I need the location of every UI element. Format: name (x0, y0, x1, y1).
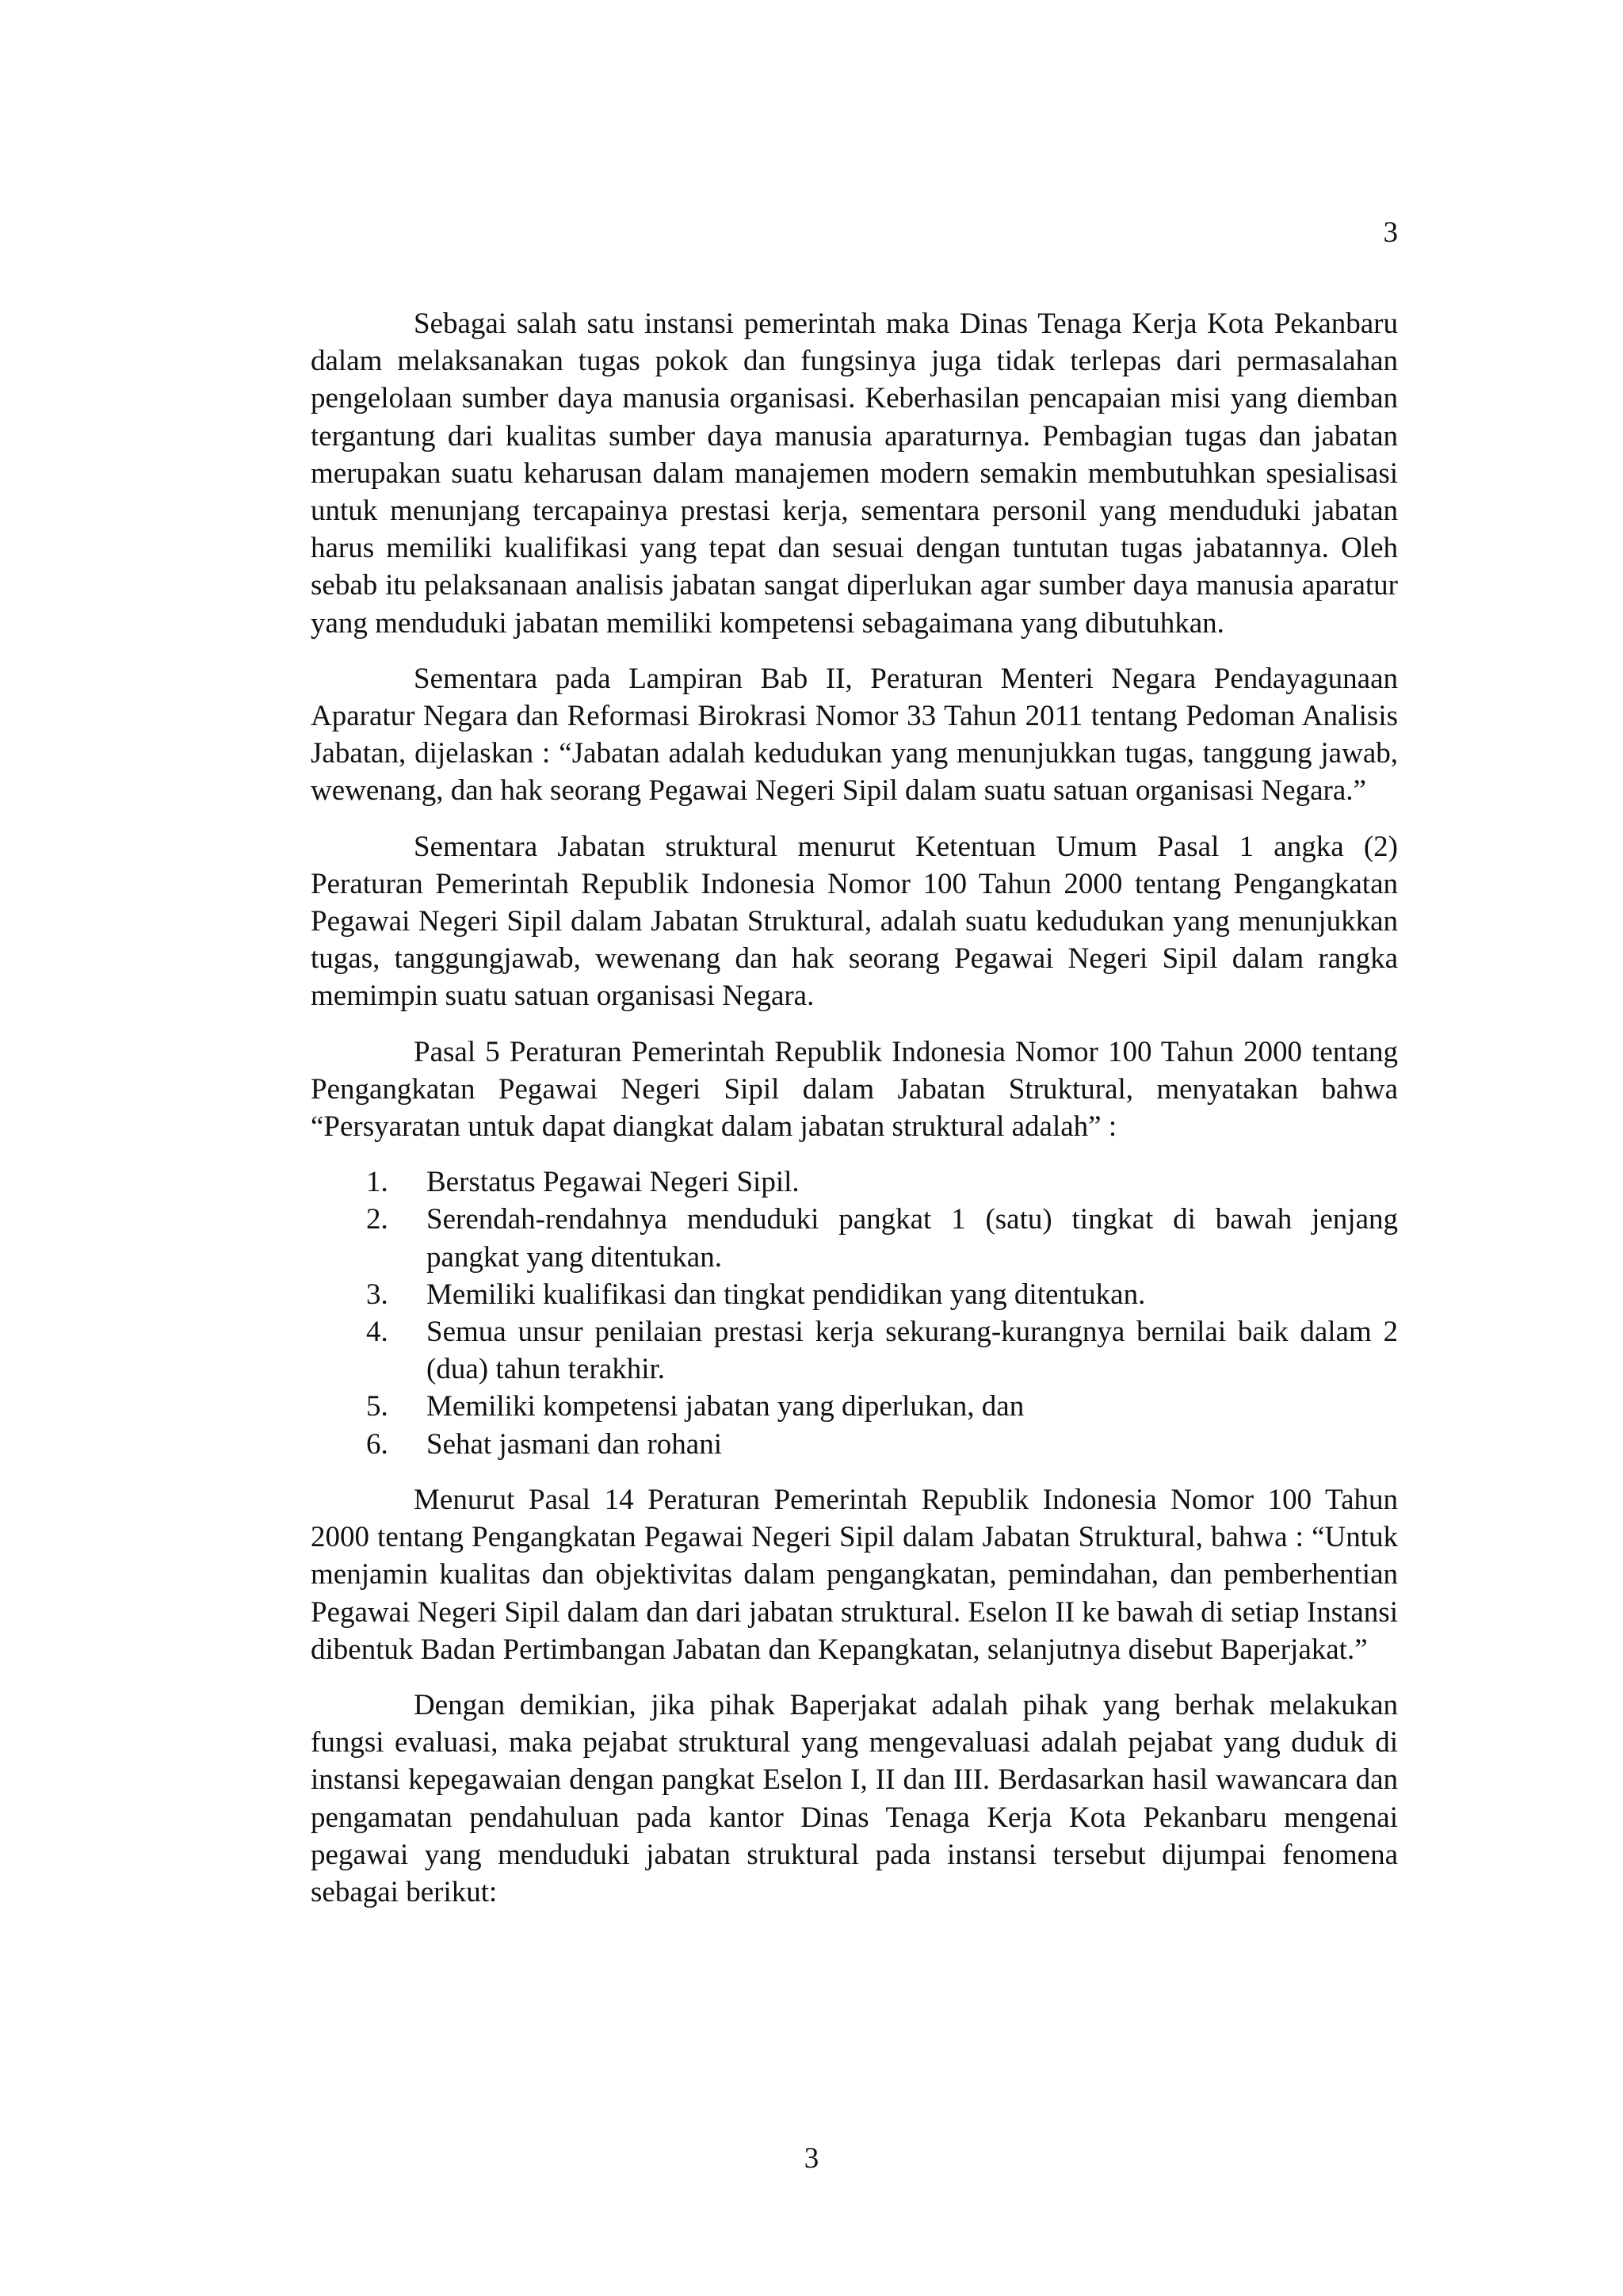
list-text: Berstatus Pegawai Negeri Sipil. (426, 1166, 800, 1199)
paragraph-jabatan-struktural: Sementara Jabatan struktural menurut Ketentuan Umum Pasal 1 angka (2) Peraturan Pemerintah Republik Indonesia Nomor 100 Tahun 2000 tentang Pengangkatan Pegawai Negeri Sipil dalam Jabatan Struktural, adalah suatu kedudukan yang menunjukkan tugas, tanggungjawab, wewenang dan hak seorang Pegawai Negeri Sipil dalam rangka memimpin suatu satuan organisasi Negara. (311, 830, 1398, 1013)
list-item (311, 1426, 1398, 1463)
list-number: 3. (366, 1278, 388, 1311)
list-text: Memiliki kompetensi jabatan yang diperlukan, dan (426, 1390, 1025, 1423)
list-text: Serendah-rendahnya menduduki pangkat 1 (satu) tingkat di bawah jenjang pangkat yang ditentukan. (426, 1203, 1398, 1274)
list-item (311, 1388, 1398, 1425)
paragraph-pasal-5: Pasal 5 Peraturan Pemerintah Republik Indonesia Nomor 100 Tahun 2000 tentang Pengangkatan Pegawai Negeri Sipil dalam Jabatan Struktural, menyatakan bahwa “Persyaratan untuk dapat diangkat dalam jabatan struktural adalah” : (311, 1035, 1398, 1144)
page-number-top: 3 (1383, 216, 1398, 249)
list-item (311, 1201, 1398, 1275)
list-text: Semua unsur penilaian prestasi kerja sekurang-kurangnya bernilai baik dalam 2 (dua) tahun terakhir. (426, 1316, 1398, 1386)
list-number: 5. (366, 1390, 388, 1423)
requirements-list (311, 1163, 1398, 1463)
list-number: 1. (366, 1166, 388, 1199)
list-item (311, 1276, 1398, 1313)
paragraph-instansi: Sebagai salah satu instansi pemerintah maka Dinas Tenaga Kerja Kota Pekanbaru dalam melaksanakan tugas pokok dan fungsinya juga tidak terlepas dari permasalahan pengelolaan sumber daya manusia organisasi. Keberhasilan pencapaian misi yang diemban tergantung dari kualitas sumber daya manusia aparaturnya. Pembagian tugas dan jabatan merupakan suatu keharusan dalam manajemen modern semakin membutuhkan spesialisasi untuk menunjang tercapainya prestasi kerja, sementara personil yang menduduki jabatan harus memiliki kualifikasi yang tepat dan sesuai dengan tuntutan tugas jabatannya. Oleh sebab itu pelaksanaan analisis jabatan sangat diperlukan agar sumber daya manusia aparatur yang menduduki jabatan memiliki kompetensi sebagaimana yang dibutuhkan. (311, 308, 1398, 640)
list-number: 6. (366, 1427, 388, 1461)
list-text: Memiliki kualifikasi dan tingkat pendidikan yang ditentukan. (426, 1278, 1146, 1311)
page-number-bottom: 3 (804, 2142, 819, 2175)
list-item (311, 1313, 1398, 1388)
list-item (311, 1163, 1398, 1201)
paragraph-baperjakat: Dengan demikian, jika pihak Baperjakat adalah pihak yang berhak melakukan fungsi evaluasi, maka pejabat struktural yang mengevaluasi adalah pejabat yang duduk di instansi kepegawaian dengan pangkat Eselon I, II dan III. Berdasarkan hasil wawancara dan pengamatan pendahuluan pada kantor Dinas Tenaga Kerja Kota Pekanbaru mengenai pegawai yang menduduki jabatan struktural pada instansi tersebut dijumpai fenomena sebagai berikut: (311, 1688, 1398, 1908)
paragraph-lampiran: Sementara pada Lampiran Bab II, Peraturan Menteri Negara Pendayagunaan Aparatur Negara dan Reformasi Birokrasi Nomor 33 Tahun 2011 tentang Pedoman Analisis Jabatan, dijelaskan : “Jabatan adalah kedudukan yang menunjukkan tugas, tanggung jawab, wewenang, dan hak seorang Pegawai Negeri Sipil dalam suatu satuan organisasi Negara.” (311, 662, 1398, 808)
list-number: 4. (366, 1316, 388, 1349)
paragraph-pasal-14: Menurut Pasal 14 Peraturan Pemerintah Republik Indonesia Nomor 100 Tahun 2000 tentang Pengangkatan Pegawai Negeri Sipil dalam Jabatan Struktural, bahwa : “Untuk menjamin kualitas dan objektivitas dalam pengangkatan, pemindahan, dan pemberhentian Pegawai Negeri Sipil dalam dan dari jabatan struktural. Eselon II ke bawah di setiap Instansi dibentuk Badan Pertimbangan Jabatan dan Kepangkatan, selanjutnya disebut Baperjakat.” (311, 1483, 1398, 1666)
list-text: Sehat jasmani dan rohani (426, 1427, 722, 1461)
document-body (311, 305, 1398, 1929)
list-number: 2. (366, 1203, 388, 1236)
